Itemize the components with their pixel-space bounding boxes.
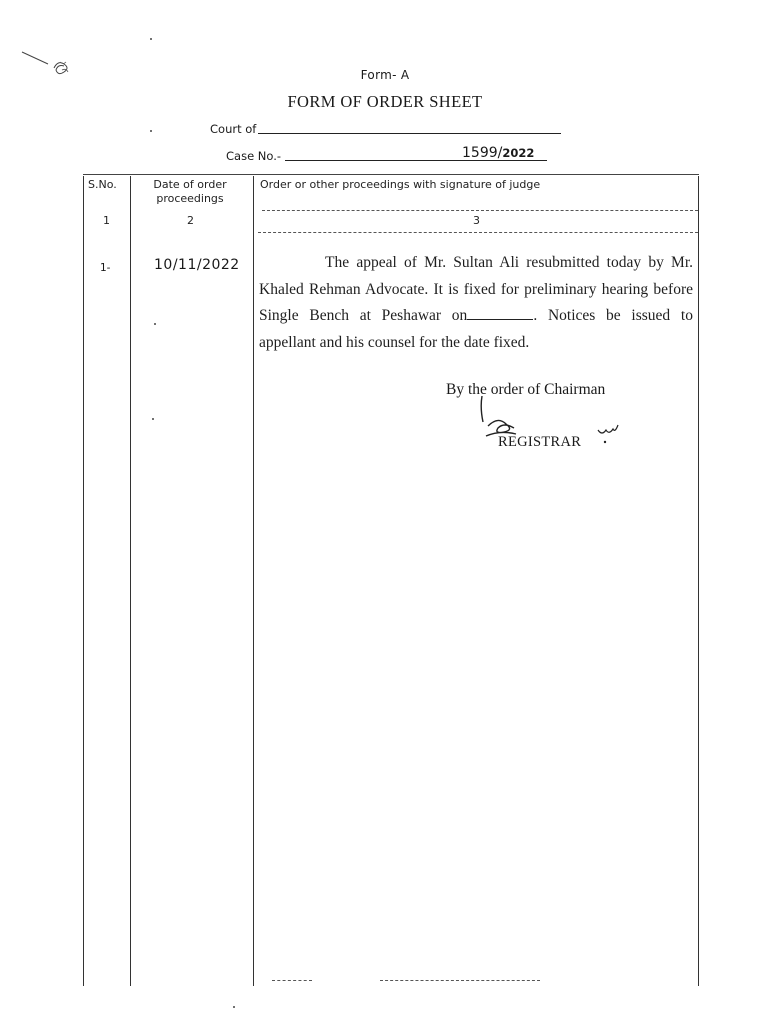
table-top-border: [83, 174, 699, 175]
date-blank-line: [467, 307, 533, 320]
order-text-part-1: The appeal of Mr. Sultan Ali resubmitted today by Mr. Khaled Rehman Advocate. It is fixed for preliminary hearing before Single Bench at Peshawar on: [259, 254, 693, 324]
page-title: FORM OF ORDER SHEET: [287, 92, 483, 111]
court-label: Court of: [210, 122, 257, 136]
case-number-value: 1599/: [462, 145, 503, 161]
scan-speck: [154, 323, 156, 325]
case-number: [462, 145, 534, 161]
scan-speck: [150, 38, 152, 40]
column-number-1: 1: [103, 214, 110, 227]
order-signoff: By the order of Chairman: [446, 381, 606, 398]
header-sno: S.No.: [88, 178, 117, 191]
scan-speck: [152, 418, 154, 420]
column-divider-left: [83, 176, 84, 986]
order-text-part-2: . Notices be issued to appellant and his counsel for the date fixed.: [259, 307, 693, 351]
scan-speck: [233, 1006, 235, 1008]
column-number-divider: [258, 232, 698, 233]
column-number-2: 2: [187, 214, 194, 227]
court-blank-line: [258, 133, 561, 134]
column-divider-2: [253, 176, 254, 986]
scan-speck: [150, 130, 152, 132]
header-date: Date of order proceedings: [153, 178, 227, 205]
row-sno: 1-: [100, 262, 111, 274]
column-divider-1: [130, 176, 131, 986]
bottom-divider: [272, 980, 312, 981]
column-divider-right: [698, 176, 699, 986]
case-label: Case No.-: [226, 149, 282, 163]
order-text: [259, 250, 693, 356]
bottom-divider-2: [380, 980, 540, 981]
header-order: Order or other proceedings with signature of judge: [260, 178, 541, 191]
form-label: Form- A: [360, 68, 410, 82]
column-number-3: 3: [473, 214, 480, 227]
case-year: 2022: [502, 146, 535, 160]
registrar-label: REGISTRAR: [498, 434, 582, 450]
header-divider: [262, 210, 698, 211]
row-date: 10/11/2022: [154, 257, 240, 273]
